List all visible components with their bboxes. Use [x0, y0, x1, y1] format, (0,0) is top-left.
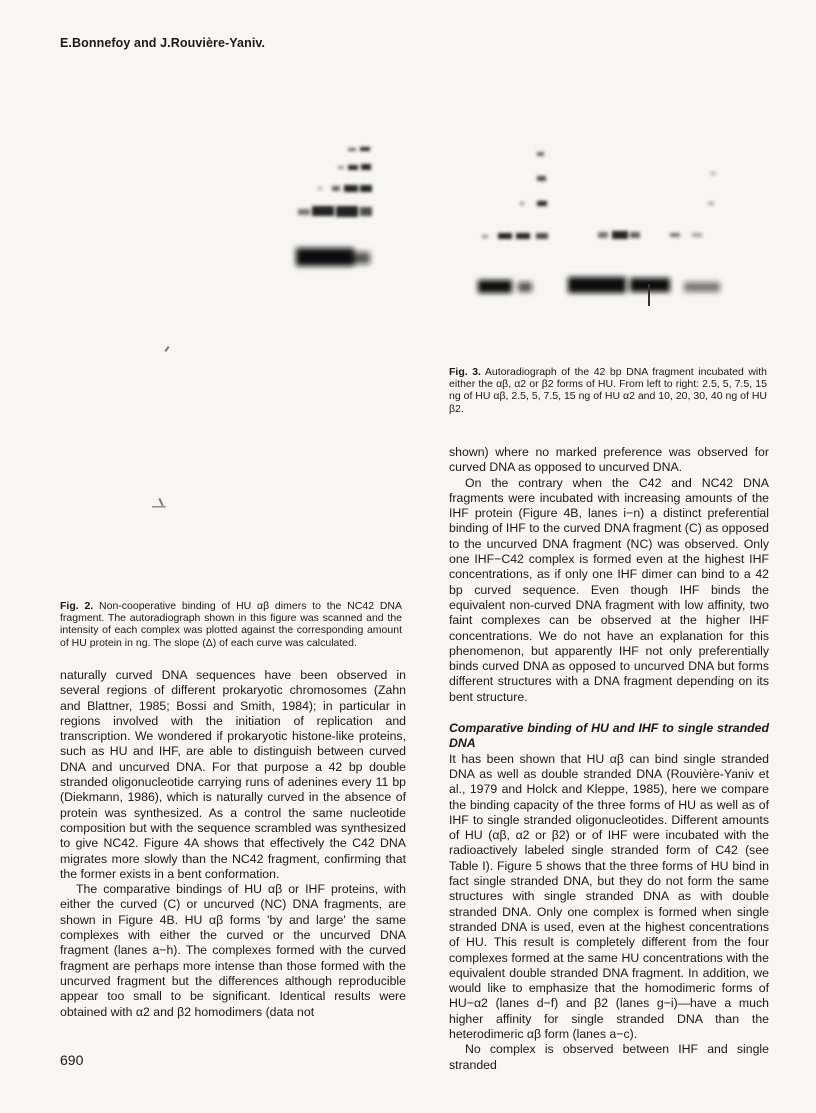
fig2-caption: [60, 600, 402, 649]
running-header: E.Bonnefoy and J.Rouvière-Yaniv.: [60, 36, 266, 50]
fig2-label: Fig. 2.: [60, 600, 94, 612]
fig3-caption-text: Autoradiograph of the 42 bp DNA fragment incubated with either the αβ, α2 or β2 forms of HU. From left to right: 2.5, 5, 7.5, 15 ng of HU αβ, 2.5, 5, 7.5, 15 ng of HU α2 and 10, 20, 30, 40 ng of HU β2.: [449, 366, 767, 415]
right-paragraph-1: shown) where no marked preference was observed for curved DNA as opposed to uncurved DNA.: [449, 445, 769, 475]
fig2-caption-text: Non-cooperative binding of HU αβ dimers to the NC42 DNA fragment. The autoradiograph shown in this figure was scanned and the intensity of each complex was plotted against the corresponding amount of HU protein in ng. The slope (Δ) of each curve was calculated.: [60, 600, 402, 649]
fig3-autoradiograph: [440, 140, 770, 340]
right-column: [449, 445, 769, 1073]
left-paragraph-1: naturally curved DNA sequences have been observed in several regions of different prokaryotic chromosomes (Zahn and Blattner, 1985; Bossi and Smith, 1984); in particular in regions involved with the initiation of replication and transcription. We wondered if prokaryotic histone-like proteins, such as HU and IHF, are able to distinguish between curved DNA and uncurved DNA. For that purpose a 42 bp double stranded oligonucleotide carrying runs of adenines every 11 bp (Diekmann, 1986), which is naturally curved in the absence of protein was synthesized. As a control the same nucleotide composition but with the sequence scrambled was synthesized to give NC42. Figure 4A shows that effectively the C42 DNA migrates more slowly than the NC42 fragment, confirming that the former exists in a bent conformation.: [60, 668, 406, 881]
page-number: 690: [60, 1052, 84, 1068]
fig3-caption: [449, 366, 767, 415]
fig2-autoradiograph: [60, 140, 400, 590]
left-column: [60, 668, 406, 1020]
right-paragraph-2: On the contrary when the C42 and NC42 DNA fragments were incubated with increasing amounts of the IHF protein (Figure 4B, lanes i−n) a distinct preferential binding of IHF to the curved DNA fragment (C) as opposed to the uncurved DNA fragment (NC) was observed. Only one IHF−C42 complex is formed even at the highest IHF concentrations, as if only one IHF dimer can bind to a 42 bp curved sequence. Even though IHF binds the equivalent non-curved DNA fragment with low affinity, two faint complexes can be observed at the higher IHF concentrations. We do not have an explanation for this phenomenon, but apparently IHF not only preferentially binds curved DNA as opposed to uncurved DNA but forms different structures with a DNA fragment depending on its bent structure.: [449, 475, 769, 704]
fig3-label: Fig. 3.: [449, 366, 481, 378]
right-paragraph-4: No complex is observed between IHF and single stranded: [449, 1042, 769, 1072]
right-paragraph-3: It has been shown that HU αβ can bind single stranded DNA as well as double stranded DNA (Rouvière-Yaniv et al., 1979 and Holck and Kleppe, 1985), here we compare the binding capacity of the three forms of HU as well as of IHF to single stranded oligonucleotides. Different amounts of HU (αβ, α2 or β2) or of IHF were incubated with the radioactively labeled single stranded form of C42 (see Table I). Figure 5 shows that the three forms of HU bind in fact single stranded DNA, but they do not form the same structures with single stranded DNA as with double stranded DNA. Only one complex is formed when single stranded DNA is used, even at the highest concentrations of HU. This result is completely different from the four complexes formed at the same HU concentrations with the equivalent double stranded DNA fragment. In addition, we would like to emphasize that the homodimeric forms of HU−α2 (lanes d−f) and β2 (lanes g−i)—have a much higher affinity for single stranded DNA than the heterodimeric αβ form (lanes a−c).: [449, 751, 769, 1041]
left-paragraph-2: The comparative bindings of HU αβ or IHF proteins, with either the curved (C) or uncurved (NC) DNA fragments, are shown in Figure 4B. HU αβ forms 'by and large' the same complexes with either the curved or the uncurved DNA fragment (lanes a−h). The complexes formed with the curved fragment are perhaps more intense than those formed with the uncurved fragment but the differences although reproducible appear too small to be significant. Identical results were obtained with α2 and β2 homodimers (data not: [60, 882, 406, 1019]
section-heading: Comparative binding of HU and IHF to single stranded DNA: [449, 721, 769, 751]
